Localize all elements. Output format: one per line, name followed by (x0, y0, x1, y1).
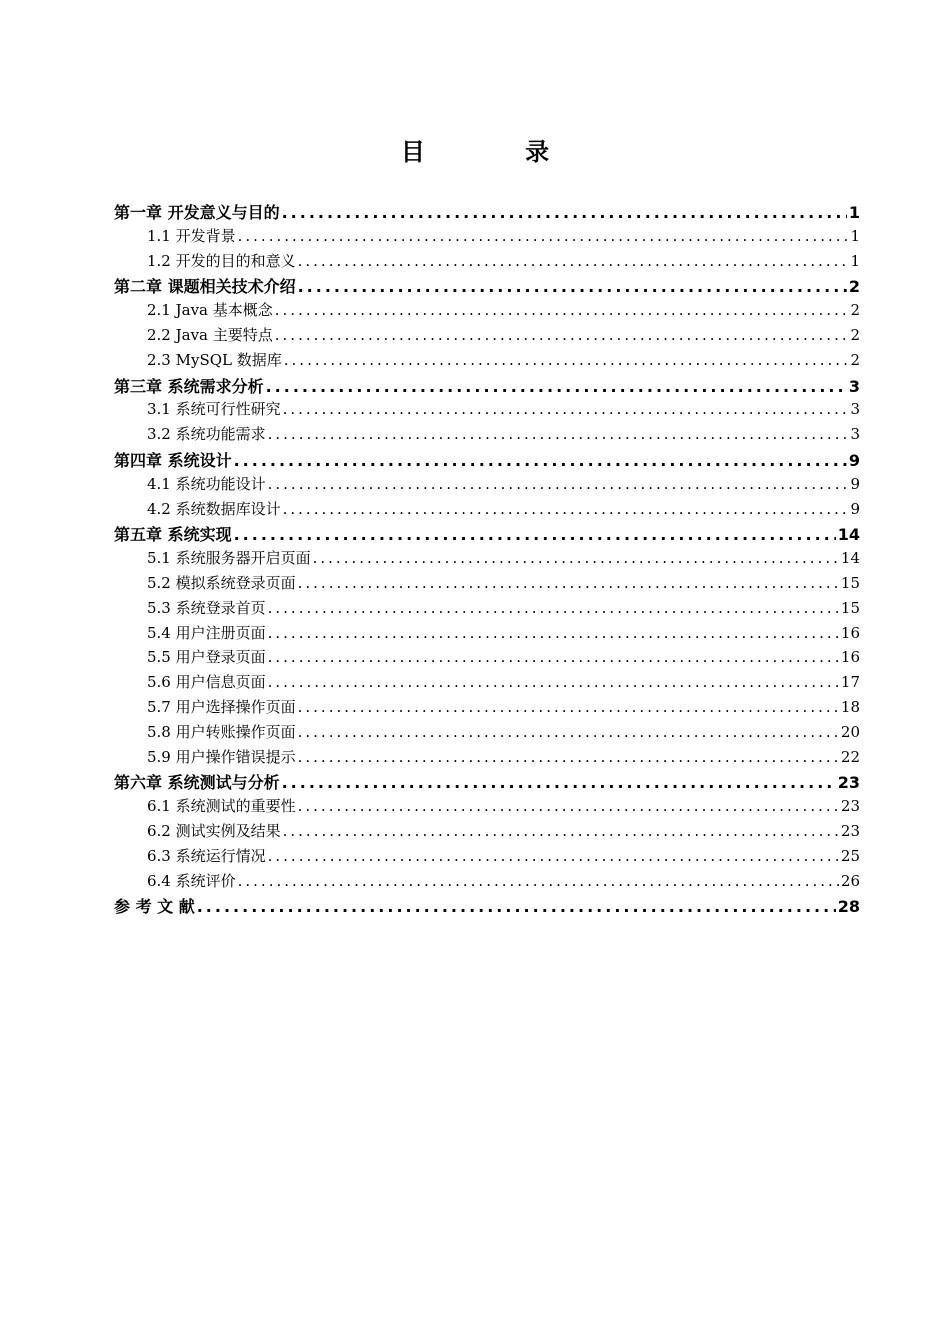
toc-entry-label: 6.2 测试实例及结果 (147, 821, 281, 840)
toc-dot-leader (268, 425, 849, 443)
toc-dot-leader (298, 574, 839, 592)
toc-section-entry[interactable] (114, 870, 860, 895)
toc-entry-label: 2.1 Java 基本概念 (147, 301, 273, 320)
toc-entry-label: 5.5 用户登录页面 (147, 648, 266, 667)
toc-section-entry[interactable] (114, 795, 860, 820)
toc-section-entry[interactable] (114, 349, 860, 374)
toc-page-number: 3 (850, 400, 860, 419)
toc-dot-leader (268, 475, 849, 493)
toc-section-entry[interactable] (114, 721, 860, 746)
toc-page-number: 28 (837, 897, 860, 917)
toc-page-number: 9 (848, 450, 860, 470)
toc-entry-label: 5.9 用户操作错误提示 (147, 747, 296, 766)
toc-page-number: 17 (840, 673, 860, 692)
toc-page-number: 14 (840, 549, 860, 568)
toc-section-entry[interactable] (114, 423, 860, 448)
toc-chapter-entry[interactable] (114, 770, 860, 795)
toc-chapter-entry[interactable] (114, 522, 860, 547)
toc-dot-leader (298, 252, 849, 270)
toc-page-number: 26 (840, 871, 860, 890)
toc-dot-leader (282, 203, 847, 222)
toc-dot-leader (268, 847, 839, 865)
toc-dot-leader (298, 277, 847, 296)
toc-section-entry[interactable] (114, 696, 860, 721)
toc-page-number: 23 (840, 797, 860, 816)
toc-chapter-entry[interactable] (114, 200, 860, 225)
toc-section-entry[interactable] (114, 845, 860, 870)
toc-entry-label: 4.1 系统功能设计 (147, 474, 266, 493)
toc-dot-leader (268, 599, 839, 617)
page-title: 目 录 (400, 138, 596, 166)
toc-page-number: 14 (837, 525, 860, 545)
toc-entry-label: 参 考 文 献 (114, 897, 195, 917)
toc-entry-label: 6.1 系统测试的重要性 (147, 797, 296, 816)
toc-chapter-entry[interactable] (114, 894, 860, 919)
toc-dot-leader (238, 872, 839, 890)
toc-page-number: 16 (840, 648, 860, 667)
toc-entry-label: 第一章 开发意义与目的 (114, 203, 280, 222)
toc-dot-leader (234, 451, 847, 470)
toc-dot-leader (268, 673, 839, 691)
toc-entry-label: 第四章 系统设计 (114, 450, 232, 470)
toc-page-number: 25 (840, 846, 860, 865)
toc-section-entry[interactable] (114, 547, 860, 572)
toc-entry-label: 3.1 系统可行性研究 (147, 400, 281, 419)
toc-dot-leader (266, 377, 847, 396)
toc-page-number: 2 (850, 325, 860, 344)
toc-dot-leader (283, 822, 839, 840)
toc-section-entry[interactable] (114, 646, 860, 671)
toc-section-entry[interactable] (114, 572, 860, 597)
toc-dot-leader (282, 773, 836, 792)
toc-dot-leader (313, 549, 839, 567)
toc-section-entry[interactable] (114, 324, 860, 349)
toc-page-number: 1 (848, 203, 860, 222)
toc-dot-leader (197, 897, 836, 916)
toc-entry-label: 第二章 课题相关技术介绍 (114, 277, 296, 297)
toc-page-number: 2 (848, 277, 860, 297)
toc-entry-label: 5.4 用户注册页面 (147, 623, 266, 642)
toc-entry-label: 5.6 用户信息页面 (147, 673, 266, 692)
toc-dot-leader (268, 624, 839, 642)
toc-entry-label: 5.3 系统登录首页 (147, 598, 266, 617)
toc-dot-leader (298, 797, 839, 815)
toc-dot-leader (275, 301, 849, 319)
toc-dot-leader (268, 648, 839, 666)
toc-section-entry[interactable] (114, 820, 860, 845)
toc-dot-leader (234, 525, 836, 544)
toc-section-entry[interactable] (114, 498, 860, 523)
toc-dot-leader (284, 351, 849, 369)
toc-page-number: 1 (850, 226, 860, 245)
toc-entry-label: 1.2 开发的目的和意义 (147, 251, 296, 270)
toc-entry-label: 5.7 用户选择操作页面 (147, 697, 296, 716)
toc-dot-leader (283, 400, 849, 418)
toc-page-number: 3 (848, 376, 860, 396)
toc-page-number: 18 (840, 697, 860, 716)
toc-entry-label: 5.2 模拟系统登录页面 (147, 573, 296, 592)
toc-page-number: 2 (850, 350, 860, 369)
toc-chapter-entry[interactable] (114, 274, 860, 299)
toc-entry-label: 5.1 系统服务器开启页面 (147, 549, 311, 568)
toc-section-entry[interactable] (114, 225, 860, 250)
toc-page-number: 1 (850, 251, 860, 270)
toc-page-number: 23 (840, 821, 860, 840)
toc-entry-label: 3.2 系统功能需求 (147, 425, 266, 444)
toc-entry-label: 5.8 用户转账操作页面 (147, 722, 296, 741)
toc-section-entry[interactable] (114, 398, 860, 423)
toc-section-entry[interactable] (114, 746, 860, 771)
toc-section-entry[interactable] (114, 671, 860, 696)
table-of-contents (114, 200, 860, 919)
toc-entry-label: 2.2 Java 主要特点 (147, 325, 273, 344)
toc-entry-label: 6.3 系统运行情况 (147, 846, 266, 865)
toc-chapter-entry[interactable] (114, 448, 860, 473)
toc-entry-label: 第三章 系统需求分析 (114, 376, 264, 396)
toc-section-entry[interactable] (114, 597, 860, 622)
toc-page-number: 3 (850, 425, 860, 444)
toc-entry-label: 第五章 系统实现 (114, 525, 232, 545)
toc-entry-label: 4.2 系统数据库设计 (147, 499, 281, 518)
toc-page-number: 15 (840, 598, 860, 617)
toc-page-number: 20 (840, 722, 860, 741)
toc-page-number: 15 (840, 573, 860, 592)
toc-page-number: 9 (850, 474, 860, 493)
toc-section-entry[interactable] (114, 299, 860, 324)
toc-entry-label: 第六章 系统测试与分析 (114, 773, 280, 793)
toc-dot-leader (298, 723, 839, 741)
toc-section-entry[interactable] (114, 622, 860, 647)
toc-dot-leader (283, 500, 849, 518)
toc-section-entry[interactable] (114, 473, 860, 498)
toc-dot-leader (298, 748, 839, 766)
toc-page-number: 9 (850, 499, 860, 518)
toc-page-number: 2 (850, 301, 860, 320)
toc-entry-label: 6.4 系统评价 (147, 871, 236, 890)
toc-entry-label: 1.1 开发背景 (147, 226, 236, 245)
toc-page-number: 23 (837, 773, 860, 793)
toc-dot-leader (275, 326, 849, 344)
toc-entry-label: 2.3 MySQL 数据库 (147, 350, 282, 369)
toc-page-number: 22 (840, 747, 860, 766)
toc-page-number: 16 (840, 623, 860, 642)
toc-dot-leader (238, 227, 849, 245)
toc-section-entry[interactable] (114, 250, 860, 275)
toc-dot-leader (298, 698, 839, 716)
toc-chapter-entry[interactable] (114, 374, 860, 399)
